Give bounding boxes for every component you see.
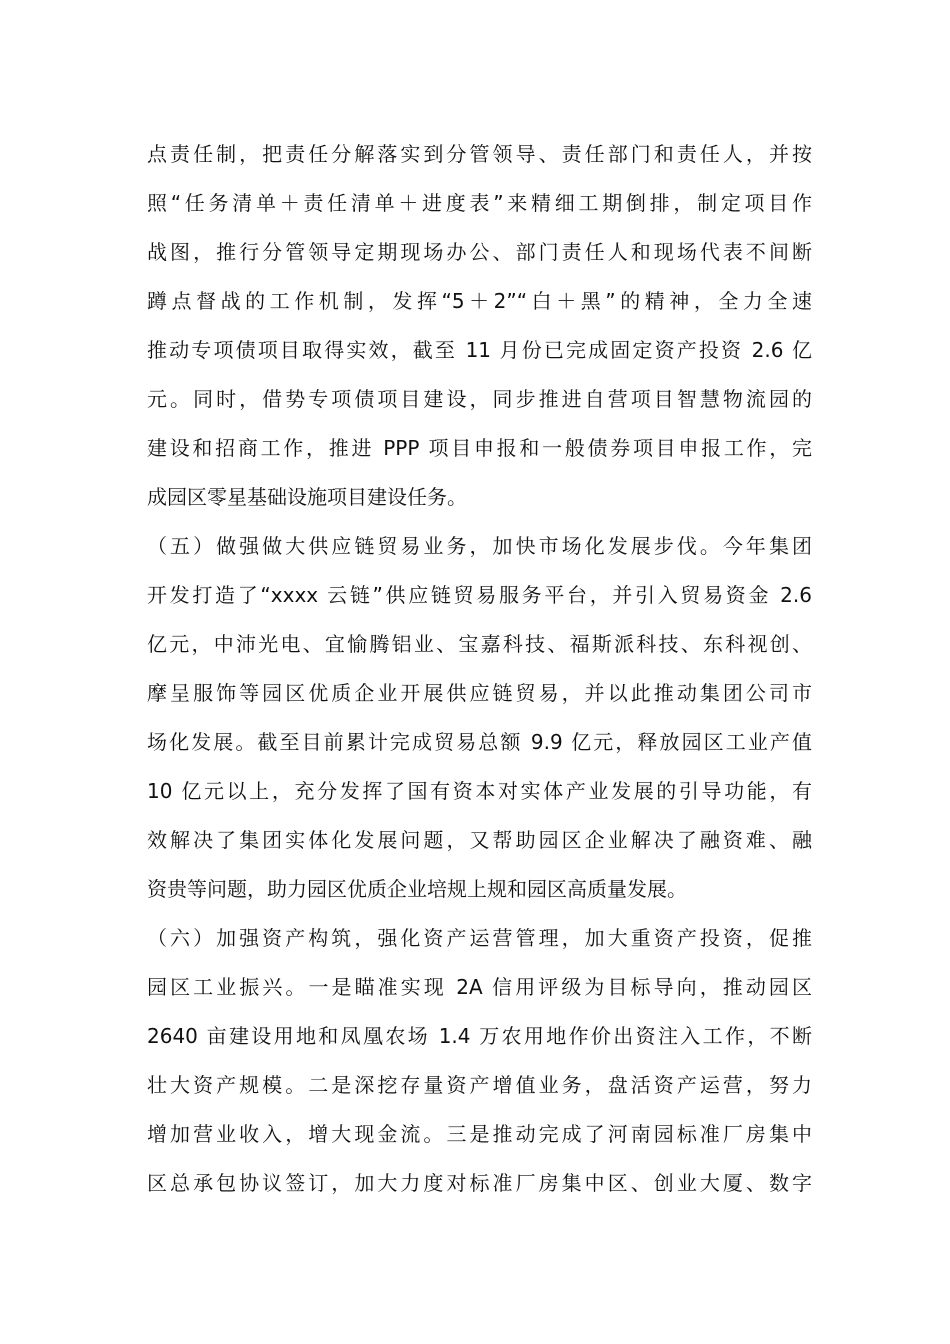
text-line: 战图，推行分管领导定期现场办公、部门责任人和现场代表不间断 [147, 240, 812, 264]
text-line: 元。同时，借势专项债项目建设，同步推进自营项目智慧物流园的 [147, 387, 812, 411]
document-body [147, 130, 812, 1208]
text-line: 资贵等问题，助力园区优质企业培规上规和园区高质量发展。 [147, 877, 687, 901]
text-line: （五）做强做大供应链贸易业务，加快市场化发展步伐。今年集团 [147, 534, 812, 558]
text-line: 区总承包协议签订，加大力度对标准厂房集中区、创业大厦、数字 [147, 1171, 812, 1195]
text-line: 壮大资产规模。二是深挖存量资产增值业务，盘活资产运营，努力 [147, 1073, 812, 1097]
text-line: 点责任制，把责任分解落实到分管领导、责任部门和责任人，并按 [147, 142, 812, 166]
text-line: 蹲点督战的工作机制，发挥“5＋2”“白＋黑”的精神，全力全速 [147, 289, 812, 313]
text-line: （六）加强资产构筑，强化资产运营管理，加大重资产投资，促推 [147, 926, 812, 950]
text-line: 增加营业收入，增大现金流。三是推动完成了河南园标准厂房集中 [147, 1122, 812, 1146]
text-line: 园区工业振兴。一是瞄准实现 2A 信用评级为目标导向，推动园区 [147, 975, 812, 999]
text-line: 建设和招商工作，推进 PPP 项目申报和一般债券项目申报工作，完 [147, 436, 812, 460]
text-line: 2640 亩建设用地和凤凰农场 1.4 万农用地作价出资注入工作，不断 [147, 1024, 812, 1048]
text-line: 开发打造了“xxxx 云链”供应链贸易服务平台，并引入贸易资金 2.6 [147, 583, 812, 607]
text-line: 场化发展。截至目前累计完成贸易总额 9.9 亿元，释放园区工业产值 [147, 730, 812, 754]
text-line: 亿元，中沛光电、宜愉腾铝业、宝嘉科技、福斯派科技、东科视创、 [147, 632, 812, 656]
text-line: 照“任务清单＋责任清单＋进度表”来精细工期倒排，制定项目作 [147, 191, 812, 215]
text-line: 成园区零星基础设施项目建设任务。 [147, 485, 467, 509]
text-line: 效解决了集团实体化发展问题，又帮助园区企业解决了融资难、融 [147, 828, 812, 852]
text-line: 10 亿元以上，充分发挥了国有资本对实体产业发展的引导功能，有 [147, 779, 812, 803]
text-line: 摩呈服饰等园区优质企业开展供应链贸易，并以此推动集团公司市 [147, 681, 812, 705]
text-line: 推动专项债项目取得实效，截至 11 月份已完成固定资产投资 2.6 亿 [147, 338, 812, 362]
